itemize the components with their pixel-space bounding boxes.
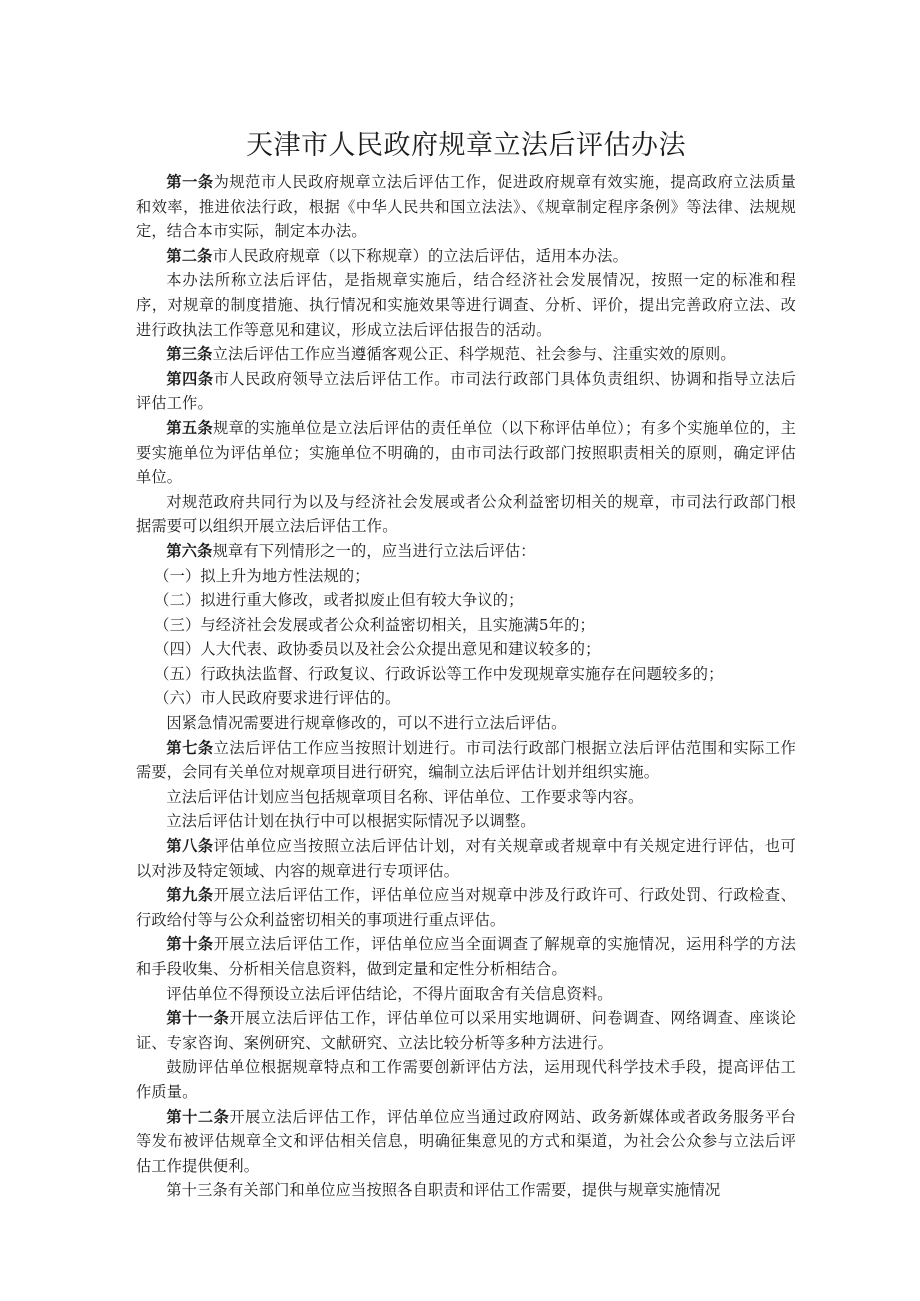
list-item — [136, 662, 796, 687]
paragraph — [136, 539, 796, 564]
paragraph-text: 开展立法后评估工作，评估单位可以采用实地调研、问卷调查、网络调查、座谈论证、专家咨询、案例研究、文献研究、立法比较分析等多种方法进行。 — [136, 1009, 796, 1052]
paragraph — [136, 367, 796, 416]
paragraph-text: （一）拟上升为地方性法规的； — [154, 566, 370, 585]
article-number: 第一条 — [166, 173, 214, 191]
article-number: 第三条 — [166, 345, 213, 364]
paragraph-text: 开展立法后评估工作，评估单位应当通过政府网站、政务新媒体或者政务服务平台等发布被评估规章全文和评估相关信息，明确征集意见的方式和渠道，为社会公众参与立法后评估工作提供便利。 — [136, 1107, 796, 1175]
article-number: 第七条 — [166, 738, 214, 757]
paragraph-text: 立法后评估计划应当包括规章项目名称、评估单位、工作要求等内容。 — [166, 787, 644, 806]
paragraph-text: 对规范政府共同行为以及与经济社会发展或者公众利益密切相关的规章，市司法行政部门根据需要可以组织开展立法后评估工作。 — [136, 492, 796, 536]
paragraph-text: 规章的实施单位是立法后评估的责任单位（以下称评估单位）；有多个实施单位的，主要实施单位为评估单位；实施单位不明确的，由市司法行政部门按照职责相关的原则，确定评估单位。 — [136, 418, 796, 487]
paragraph-text: （五）行政执法监督、行政复议、行政诉讼等工作中发现规章实施存在问题较多的； — [154, 664, 724, 683]
paragraph-text: 开展立法后评估工作，评估单位应当全面调查了解规章的实施情况，运用科学的方法和手段收集、分析相关信息资料，做到定量和定性分析相结合。 — [136, 935, 796, 978]
paragraph-text: 开展立法后评估工作，评估单位应当对规章中涉及行政许可、行政处罚、行政检查、行政给付等与公众利益密切相关的事项进行重点评估。 — [136, 886, 796, 929]
paragraph-text: （四）人大代表、政协委员以及社会公众提出意见和建议较多的； — [154, 640, 601, 659]
paragraph — [136, 1055, 796, 1104]
paragraph-text: 因紧急情况需要进行规章修改的，可以不进行立法后评估。 — [166, 714, 567, 733]
paragraph-text: （六）市人民政府要求进行评估的。 — [154, 689, 401, 708]
document-page — [136, 126, 796, 1203]
paragraph-text: 市人民政府领导立法后评估工作。市司法行政部门具体负责组织、协调和指导立法后评估工作。 — [136, 369, 796, 413]
article-number: 第二条 — [166, 246, 213, 265]
paragraph — [136, 736, 796, 785]
paragraph-text: 立法后评估工作应当按照计划进行。市司法行政部门根据立法后评估范围和实际工作需要，会同有关单位对规章项目进行研究，编制立法后评估计划并组织实施。 — [136, 738, 796, 782]
paragraph — [136, 809, 796, 834]
paragraph-text: （二）拟进行重大修改，或者拟废止但有较大争议的； — [154, 591, 524, 610]
list-item — [136, 613, 796, 638]
paragraph — [136, 982, 796, 1007]
paragraph-text: 评估单位应当按照立法后评估计划，对有关规章或者规章中有关规定进行评估，也可以对涉及特定领域、内容的规章进行专项评估。 — [136, 837, 796, 880]
paragraph — [136, 711, 796, 736]
paragraph — [136, 1105, 796, 1179]
article-number: 第五条 — [166, 418, 214, 437]
paragraph-text: 评估单位不得预设立法后评估结论，不得片面取舍有关信息资料。 — [166, 984, 613, 1003]
article-number: 第十一条 — [166, 1009, 230, 1028]
paragraph — [136, 170, 796, 244]
paragraph-text: （三）与经济社会发展或者公众利益密切相关，且实施满5年的； — [154, 615, 595, 634]
paragraph — [136, 342, 796, 367]
paragraph-text: 本办法所称立法后评估，是指规章实施后，结合经济社会发展情况，按照一定的标准和程序，对规章的制度措施、执行情况和实施效果等进行调查、分析、评价，提出完善政府立法、改进行政执法工作等意见和建议，形成立法后评估报告的活动。 — [136, 271, 796, 339]
paragraph — [136, 1006, 796, 1055]
document-title: 天津市人民政府规章立法后评估办法 — [246, 130, 686, 161]
paragraph — [136, 1178, 796, 1203]
list-item — [136, 588, 796, 613]
article-number: 第九条 — [166, 886, 214, 905]
list-item — [136, 686, 796, 711]
paragraph — [136, 490, 796, 539]
article-number: 第十条 — [166, 935, 214, 954]
article-number: 第六条 — [166, 541, 213, 560]
list-item — [136, 564, 796, 589]
paragraph — [136, 268, 796, 342]
paragraph-text: 市人民政府规章（以下称规章）的立法后评估，适用本办法。 — [212, 246, 629, 265]
paragraph-text: 有关部门和单位应当按照各自职责和评估工作需要，提供与规章实施情况 — [227, 1181, 721, 1200]
article-number: 第八条 — [166, 837, 214, 856]
paragraph-text: 规章有下列情形之一的，应当进行立法后评估： — [212, 541, 536, 560]
paragraph-text: 立法后评估工作应当遵循客观公正、科学规范、社会参与、注重实效的原则。 — [212, 345, 736, 364]
paragraph — [136, 785, 796, 810]
article-number: 第四条 — [166, 369, 214, 388]
paragraph-text: 为规范市人民政府规章立法后评估工作，促进政府规章有效实施，提高政府立法质量和效率，推进依法行政，根据《中华人民共和国立法法》、《规章制定程序条例》等法律、法规规定，结合本市实际，制定本办法。 — [136, 173, 796, 241]
paragraph — [136, 883, 796, 932]
paragraph — [136, 416, 796, 490]
article-number: 第十三条 — [166, 1181, 228, 1200]
article-number: 第十二条 — [166, 1107, 230, 1126]
paragraph — [136, 244, 796, 269]
paragraph — [136, 834, 796, 883]
paragraph-text: 鼓励评估单位根据规章特点和工作需要创新评估方法，运用现代科学技术手段，提高评估工作质量。 — [136, 1058, 796, 1101]
paragraph — [136, 932, 796, 981]
document-body — [136, 170, 796, 1203]
paragraph-text: 立法后评估计划在执行中可以根据实际情况予以调整。 — [166, 812, 536, 831]
list-item — [136, 637, 796, 662]
